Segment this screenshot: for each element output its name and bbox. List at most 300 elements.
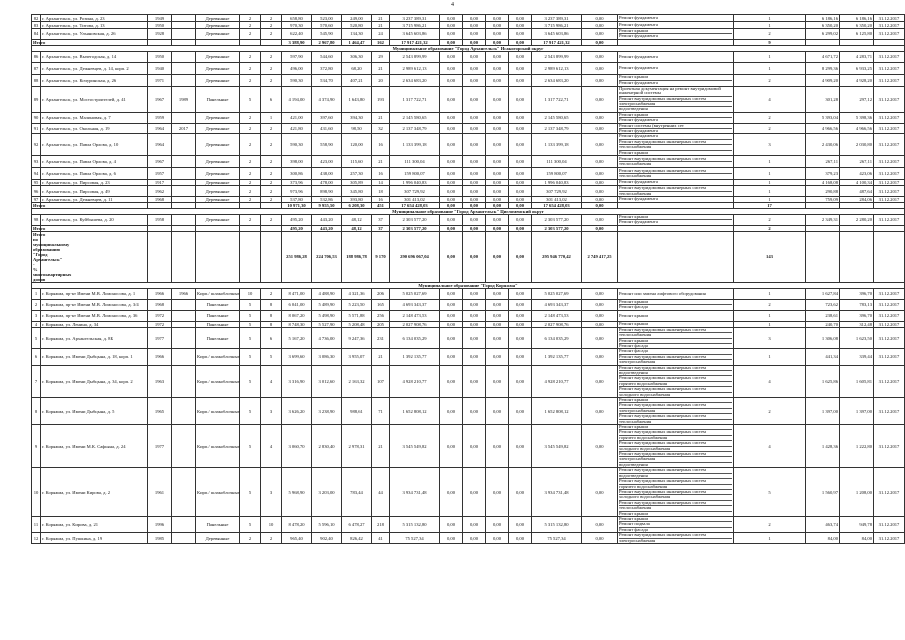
table-cell: 3 645 603,86 [390, 29, 440, 40]
work-item: электроснабжения [619, 409, 732, 414]
table-cell: 1985 [148, 533, 172, 544]
table-cell: 1972 [148, 321, 172, 327]
table-cell: 0,00 [582, 62, 618, 74]
work-item: Ремонт внутридомовых инженерных систем [619, 376, 732, 381]
table-cell: 544,60 [312, 51, 342, 62]
table-row [32, 62, 905, 74]
table-cell: 443,20 [312, 225, 342, 231]
work-item: теплоснабжения [619, 173, 652, 179]
row-number-cell: 5 [32, 327, 41, 349]
row-number-cell: 91 [32, 123, 41, 134]
table-cell: 16 [372, 134, 390, 156]
table-cell: 6 134 035,29 [390, 327, 440, 349]
work-item: Ремонт фундамента [619, 79, 658, 85]
table-cell: 1 397,00 [840, 398, 874, 425]
table-cell [172, 533, 196, 544]
address-cell: г. Коряжма, ул. Ленина, д. 34 [41, 321, 148, 327]
table-cell: 0,00 [463, 299, 486, 310]
table-cell: 0,00 [486, 468, 509, 517]
table-cell: 0,00 [463, 112, 486, 123]
table-cell [172, 299, 196, 310]
table-cell: 0,00 [582, 186, 618, 197]
table-cell: 1 464,47 [342, 39, 372, 45]
table-cell: 0,00 [463, 168, 486, 180]
work-item: Ремонт внутридомовых инженерных систем [619, 468, 732, 473]
table-cell: 0,00 [463, 180, 486, 186]
table-cell: 0,00 [582, 321, 618, 327]
table-cell: 231 [372, 327, 390, 349]
table-cell: 0,00 [440, 168, 463, 180]
table-cell: 1965 [148, 398, 172, 425]
work-item: Ремонт внутридомовых инженерных систем [619, 414, 732, 419]
table-cell: 17 917 421,32 [390, 39, 440, 45]
table-cell [172, 62, 196, 74]
table-cell: Деревянные [196, 62, 240, 74]
table-cell: Деревянные [196, 533, 240, 544]
table-cell: 1966 [172, 288, 196, 299]
table-cell: 1964 [148, 123, 172, 134]
work-item: водоотведения [619, 371, 732, 376]
table-cell: 4 [734, 425, 806, 468]
table-cell: 1 [734, 349, 806, 365]
table-cell: 0,00 [463, 202, 486, 208]
table-cell: Кирп./ шлакоблочные [196, 288, 240, 299]
table-cell: 2 148 473,53 [532, 310, 582, 321]
table-cell: 3 545 549,82 [390, 425, 440, 468]
work-item: Ремонт внутридомовых инженерных систем [619, 157, 732, 162]
works-cell [618, 168, 734, 180]
deadline-cell [874, 231, 905, 282]
row-number-cell: 95 [32, 180, 41, 186]
table-cell: 2 [240, 51, 261, 62]
table-cell: 0,00 [582, 365, 618, 397]
table-cell: 2 [261, 15, 282, 22]
table-cell: 0,00 [440, 533, 463, 544]
table-cell: 159 800,07 [532, 168, 582, 180]
table-cell: 2 978,31 [342, 425, 372, 468]
table-cell: 6 208,30 [342, 202, 372, 208]
row-number-cell: 84 [32, 29, 41, 40]
work-item: Ремонт подвала [619, 522, 732, 527]
table-cell: 0,00 [486, 299, 509, 310]
table-cell: 0,00 [486, 156, 509, 168]
work-item: Ремонт крыши [619, 113, 732, 118]
table-cell: 1 625,86 [806, 365, 840, 397]
table-cell: Деревянные [196, 186, 240, 197]
table-cell: 68,20 [342, 62, 372, 74]
work-item: Ремонт внутридомовых инженерных систем [619, 533, 732, 538]
table-cell: 3 699,60 [282, 349, 312, 365]
work-item: Ремонт внутридомовых инженерных систем [619, 501, 732, 506]
table-row [32, 327, 905, 349]
table-cell: 423,00 [312, 156, 342, 168]
table-cell: 0,00 [440, 156, 463, 168]
table-cell: 9 955,50 [312, 202, 342, 208]
deadline-cell: 31.12.2017 [874, 134, 905, 156]
table-cell: 988,61 [342, 398, 372, 425]
table-cell: 5 [240, 398, 261, 425]
table-cell: 0,00 [509, 425, 532, 468]
table-cell: 0,00 [486, 39, 509, 45]
table-cell: 0,00 [440, 180, 463, 186]
table-cell: 5 489,90 [312, 299, 342, 310]
table-row [32, 365, 905, 397]
work-item: Ремонт внутридомовых инженерных систем [619, 452, 732, 457]
table-cell: 6 350,20 [806, 22, 840, 29]
work-item: теплоснабжения [619, 418, 652, 424]
table-cell: 6 041,00 [282, 299, 312, 310]
table-cell: 0,00 [486, 516, 509, 532]
table-cell: 14 [372, 180, 390, 186]
table-cell: 0,00 [440, 225, 463, 231]
work-item: Ремонт крыши [619, 215, 732, 220]
table-row [32, 299, 905, 310]
table-cell: 2 [240, 186, 261, 197]
table-cell: 487,64 [840, 186, 874, 197]
table-cell: 1977 [148, 327, 172, 349]
table-cell: 407,21 [342, 74, 372, 86]
row-number-cell: Итого [33, 202, 46, 208]
table-row [32, 186, 905, 197]
table-cell: 5 968,90 [282, 468, 312, 517]
table-cell: 396,70 [840, 310, 874, 321]
table-cell: 256 [372, 310, 390, 321]
table-cell: 0,00 [509, 202, 532, 208]
table-cell: 5 315 132,80 [390, 516, 440, 532]
table-cell: 1 397,00 [806, 398, 840, 425]
table-cell: 4 693 343,37 [390, 299, 440, 310]
table-cell: 0,00 [440, 468, 463, 517]
table-cell: 2 [240, 180, 261, 186]
table-cell: 495,20 [282, 214, 312, 225]
table-cell [172, 74, 196, 86]
register-sheet [31, 14, 904, 544]
table-cell: 451 [372, 202, 390, 208]
table-cell: 1968 [148, 299, 172, 310]
work-item: Ремонт фундамента [619, 179, 658, 185]
work-item [619, 226, 732, 230]
work-item: Ремонт внутридомовых инженерных систем [619, 366, 732, 371]
table-cell: 5 [240, 365, 261, 397]
table-cell: 1966 [148, 288, 172, 299]
row-number-cell: 3 [32, 310, 41, 321]
works-cell [618, 310, 734, 321]
table-cell: 1928 [148, 29, 172, 40]
table-cell: 249,00 [342, 15, 372, 22]
table-cell: 5 596,10 [312, 516, 342, 532]
table-cell: 431,60 [312, 123, 342, 134]
table-cell: 0,00 [582, 468, 618, 517]
work-item: Проектная документация на ремонт внутридомовой инженерной системы [619, 87, 732, 97]
row-number-cell: 93 [32, 156, 41, 168]
row-number-cell: Итого [33, 225, 46, 231]
table-cell: 4 966,56 [806, 123, 840, 134]
table-cell: 3 545 549,82 [532, 425, 582, 468]
table-cell: 0,00 [582, 51, 618, 62]
table-cell: Деревянные [196, 22, 240, 29]
works-cell [618, 15, 734, 22]
table-cell: 372,80 [312, 62, 342, 74]
table-cell: Панельные [196, 86, 240, 112]
table-cell [172, 425, 196, 468]
table-cell: 1949 [148, 15, 172, 22]
section-title: Муниципальное образование "Город Архангельск" Исакогорский округ [32, 45, 905, 51]
table-cell: 290,88 [806, 186, 840, 197]
table-cell: 0,00 [509, 299, 532, 310]
table-cell: 9 170 [372, 231, 390, 282]
table-cell: 3 203,00 [312, 468, 342, 517]
table-cell: 1950 [148, 22, 172, 29]
row-number-cell: 88 [32, 74, 41, 86]
works-cell [618, 123, 734, 134]
table-cell: 5 393,04 [806, 112, 840, 123]
table-cell: 301,28 [806, 86, 840, 112]
table-cell: 0,00 [463, 156, 486, 168]
table-cell [240, 231, 261, 282]
table-cell: 8 748,30 [282, 321, 312, 327]
table-cell: 1972 [148, 310, 172, 321]
table-cell: 0,00 [486, 180, 509, 186]
table-cell: 0,00 [463, 349, 486, 365]
table-cell [172, 214, 196, 225]
table-cell: 2 [261, 533, 282, 544]
section-title: Муниципальное образование "Город Коряжма" [32, 282, 905, 288]
table-body [32, 15, 905, 544]
table-cell: 2 303 577,20 [390, 214, 440, 225]
table-cell: 71 [372, 398, 390, 425]
table-cell: 21 [372, 349, 390, 365]
table-cell: 0,00 [582, 516, 618, 532]
table-cell: 0,00 [440, 62, 463, 74]
table-cell: 44 [372, 468, 390, 517]
work-item: Ремонт внутридомовых инженерных систем [619, 186, 732, 191]
row-number-cell: 2 [32, 299, 41, 310]
table-cell: 0,00 [509, 214, 532, 225]
table-cell: 0,00 [486, 22, 509, 29]
table-cell: 0,00 [463, 225, 486, 231]
table-cell: 16 [372, 168, 390, 180]
table-cell: 2 [261, 74, 282, 86]
work-item: Ремонт внутридомовых инженерных систем [619, 479, 732, 484]
works-cell [618, 468, 734, 517]
table-cell: 0,00 [509, 196, 532, 202]
table-cell: 48,12 [342, 225, 372, 231]
table-cell: 1917 [148, 180, 172, 186]
work-item: теплоснабжения [619, 190, 652, 196]
table-cell: 970,30 [282, 22, 312, 29]
table-cell: 0,00 [440, 74, 463, 86]
table-cell: 0,00 [463, 214, 486, 225]
table-cell: 0,00 [582, 29, 618, 40]
row-number-cell: 1 [32, 288, 41, 299]
table-cell: 0,00 [486, 349, 509, 365]
address-cell: г. Архангельск, ул. Пирсовая, д. 23 [41, 180, 148, 186]
table-cell: 4 966,56 [840, 123, 874, 134]
table-cell [806, 231, 840, 282]
work-item: электроснабжения [619, 537, 656, 543]
table-cell: 5 571,88 [342, 310, 372, 321]
table-cell: 0,00 [582, 349, 618, 365]
table-cell: 0,00 [486, 15, 509, 22]
table-cell: 0,00 [486, 112, 509, 123]
table-cell: 75 527,34 [390, 533, 440, 544]
table-cell: 0,00 [582, 168, 618, 180]
table-cell: 394,30 [342, 112, 372, 123]
table-cell: 0,00 [582, 398, 618, 425]
address-cell: г. Архангельск, ул. Павла Орлова, д. 4 [41, 156, 148, 168]
table-cell: 193 [372, 86, 390, 112]
row-number-cell: 87 [32, 62, 41, 74]
table-cell: 0,00 [582, 39, 618, 45]
table-cell: 0,00 [509, 468, 532, 517]
table-row [32, 425, 905, 468]
table-cell: 0,00 [440, 288, 463, 299]
table-cell: 2 303 577,20 [532, 214, 582, 225]
table-cell: 0,00 [463, 134, 486, 156]
work-item: электроснабжения [619, 359, 656, 365]
table-cell: 2 [240, 112, 261, 123]
table-row [32, 112, 905, 123]
table-cell: 4 [261, 365, 282, 397]
work-item: холодного водоснабжения [619, 391, 671, 397]
deadline-cell: 31.12.2017 [874, 86, 905, 112]
table-cell: 6 186,16 [806, 15, 840, 22]
deadline-cell: 31.12.2017 [874, 299, 905, 310]
table-cell: 2 [240, 168, 261, 180]
table-cell: 0,00 [463, 516, 486, 532]
table-cell: 3 060,70 [282, 425, 312, 468]
table-cell: 0,00 [582, 327, 618, 349]
deadline-cell: 31.12.2017 [874, 516, 905, 532]
table-cell: 5 [240, 425, 261, 468]
work-item: теплоснабжения [619, 145, 732, 150]
table-cell: 723,62 [806, 299, 840, 310]
work-item: электроснабжения [619, 457, 732, 462]
table-cell [172, 310, 196, 321]
address-cell: г. Архангельск, ул. Ульяновская, д. 26 [41, 29, 148, 40]
deadline-cell: 31.12.2017 [874, 398, 905, 425]
work-item: Ремонт крыши [619, 398, 732, 403]
page-number: 4 [451, 2, 454, 8]
table-cell: 295 946 770,42 [532, 231, 582, 282]
table-cell: 2 634 683,20 [390, 74, 440, 86]
table-cell: 2 [240, 134, 261, 156]
table-cell: 2 [261, 180, 282, 186]
table-cell: 2 [240, 22, 261, 29]
table-cell: 421,00 [282, 112, 312, 123]
table-cell: 238,61 [806, 310, 840, 321]
table-cell: 597,90 [282, 51, 312, 62]
table-cell: 17 917 421,32 [532, 39, 582, 45]
table-cell: 6 125,80 [840, 29, 874, 40]
table-cell: 0,00 [440, 39, 463, 45]
table-cell: 0,00 [463, 425, 486, 468]
table-cell: 1 428,36 [806, 425, 840, 468]
table-row [32, 74, 905, 86]
table-cell: 0,00 [463, 29, 486, 40]
table-cell [172, 15, 196, 22]
table-cell: 0,00 [509, 112, 532, 123]
table-cell: 0,00 [486, 225, 509, 231]
table-cell: 29 [372, 51, 390, 62]
table-cell: 5 [734, 468, 806, 517]
table-cell: 0,00 [463, 365, 486, 397]
table-cell: 534,70 [312, 74, 342, 86]
table-cell: 0,00 [463, 196, 486, 202]
table-cell: 1 605,81 [840, 365, 874, 397]
work-item: Ремонт крыши [619, 339, 732, 344]
table-cell: 9 [734, 39, 806, 45]
table-cell: 0,00 [440, 299, 463, 310]
work-item: Ремонт фундамента [619, 65, 658, 71]
table-row [32, 134, 905, 156]
table-cell: 1 208,00 [840, 468, 874, 517]
works-cell [618, 214, 734, 225]
table-row [32, 214, 905, 225]
work-item: теплоснабжения [619, 161, 652, 167]
table-cell: Деревянные [196, 15, 240, 22]
table-cell: 2 [240, 62, 261, 74]
table-cell: 1977 [148, 425, 172, 468]
table-cell [172, 365, 196, 397]
table-cell: 5 223,50 [342, 299, 372, 310]
table-cell: 2 [240, 29, 261, 40]
work-item: Ремонт крыши [619, 517, 732, 522]
table-cell: Кирп./ шлакоблочные [196, 398, 240, 425]
deadline-cell: 31.12.2017 [874, 533, 905, 544]
table-cell: Деревянные [196, 214, 240, 225]
table-cell: 0,00 [582, 180, 618, 186]
work-item: водоотведения [619, 461, 648, 467]
table-cell: 1940 [148, 62, 172, 74]
table-cell: 267,11 [840, 156, 874, 168]
table-cell: 2 [734, 516, 806, 532]
address-cell: г. Коряжма, ул. Имени Дыбцына, д. 5 [41, 398, 148, 425]
table-cell: 1 [734, 533, 806, 544]
table-cell: 5 [240, 321, 261, 327]
works-cell [618, 134, 734, 156]
work-item [619, 255, 732, 259]
work-item: Ремонт фундамента [619, 128, 658, 134]
table-cell [172, 468, 196, 517]
work-item: Ремонт крыши [619, 75, 732, 80]
table-cell [172, 156, 196, 168]
table-cell: 3 [734, 327, 806, 349]
address-cell: г. Архангельск, ул. Пирсовая, д. 49 [41, 186, 148, 197]
works-cell [618, 533, 734, 544]
work-item: Ремонт фасада [619, 349, 732, 354]
deadline-cell: 31.12.2017 [874, 365, 905, 397]
table-cell: 0,00 [582, 533, 618, 544]
table-cell: 3 012,60 [312, 365, 342, 397]
table-cell: 0,00 [509, 22, 532, 29]
table-cell: 0,00 [440, 310, 463, 321]
table-cell: 4 928 210,77 [532, 365, 582, 397]
works-cell [618, 327, 734, 349]
table-cell: 5 [240, 516, 261, 532]
deadline-cell: 31.12.2017 [874, 74, 905, 86]
table-cell: 111 300,04 [532, 156, 582, 168]
table-cell: Деревянные [196, 180, 240, 186]
table-cell: 0,00 [463, 39, 486, 45]
table-cell: 1 [734, 62, 806, 74]
row-number-cell: 97 [32, 196, 41, 202]
table-cell: 2 [261, 51, 282, 62]
table-cell: 2 634 683,20 [532, 74, 582, 86]
table-cell: 0,00 [486, 231, 509, 282]
table-cell: 1 [734, 180, 806, 186]
row-number-cell: 10 [32, 468, 41, 517]
